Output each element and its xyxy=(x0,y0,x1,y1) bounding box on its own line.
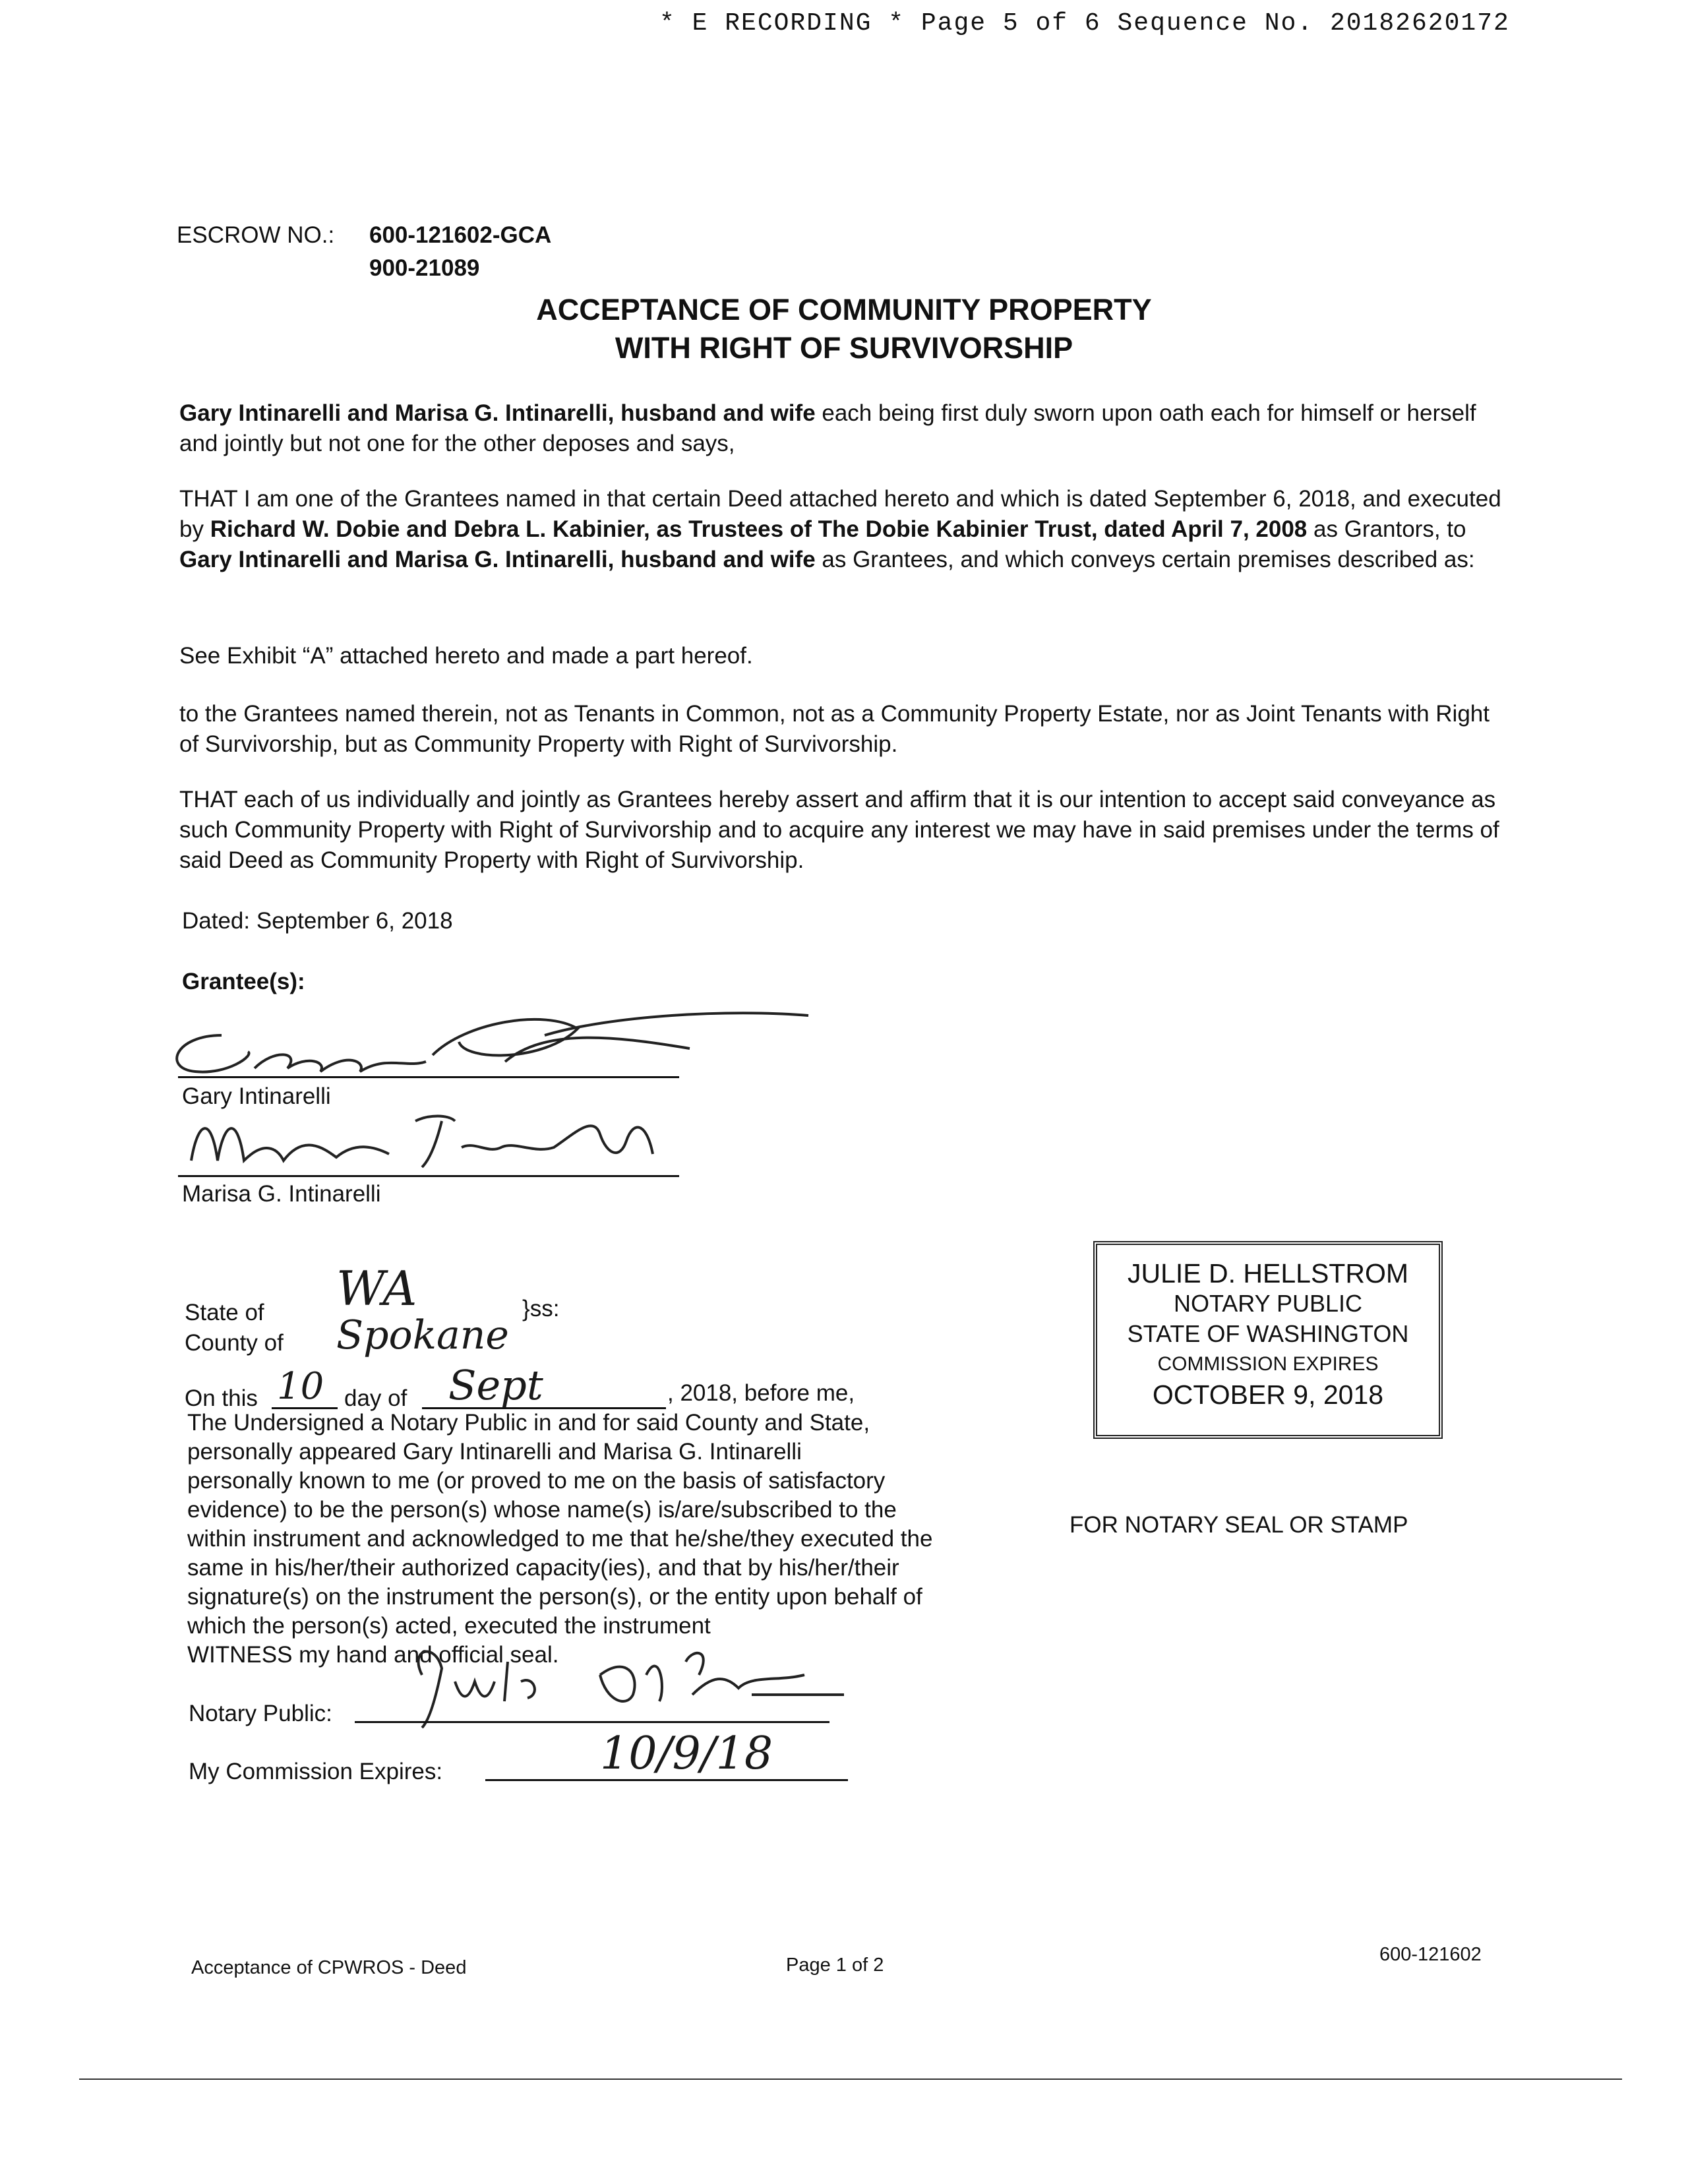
ack-line: signature(s) on the instrument the person(s), or the entity upon behalf of xyxy=(187,1584,922,1610)
footer-right: 600-121602 xyxy=(1379,1944,1482,1965)
recording-header: * E RECORDING * Page 5 of 6 Sequence No. 20182620172 xyxy=(659,9,1510,38)
grantors-names: Richard W. Dobie and Debra L. Kabinier, as Trustees of The Dobie Kabinier Trust, dated April 7, 2008 xyxy=(210,516,1308,542)
notary-stamp xyxy=(1093,1241,1443,1439)
ack-line: personally appeared Gary Intinarelli and Marisa G. Intinarelli xyxy=(187,1439,802,1465)
day-of-label: day of xyxy=(344,1385,407,1411)
signature-marisa xyxy=(165,1095,692,1180)
paragraph-1 xyxy=(179,398,1505,459)
paragraph-2 xyxy=(179,484,1505,575)
state-handwritten: WA xyxy=(336,1261,417,1316)
grantees-names: Gary Intinarelli and Marisa G. Intinarelli, husband and wife xyxy=(179,400,816,426)
stamp-caption: FOR NOTARY SEAL OR STAMP xyxy=(1070,1512,1408,1538)
document-title-line1: ACCEPTANCE OF COMMUNITY PROPERTY xyxy=(536,293,1152,326)
ack-line: which the person(s) acted, executed the instrument xyxy=(187,1613,711,1639)
notary-signature-line xyxy=(355,1721,829,1723)
stamp-state: STATE OF WASHINGTON xyxy=(1127,1320,1409,1347)
paragraph-4: to the Grantees named therein, not as Tenants in Common, not as a Community Property Estate, nor as Joint Tenants with Right of Survivorship, but as Community Property with Right of Survivorship. xyxy=(179,701,1490,757)
escrow-number-1: 600-121602-GCA xyxy=(369,222,552,248)
footer-page: Page 1 of 2 xyxy=(786,1955,884,1976)
signature-line-1 xyxy=(178,1076,679,1078)
escrow-label: ESCROW NO.: xyxy=(177,222,335,248)
signer-2-name: Marisa G. Intinarelli xyxy=(182,1181,381,1207)
ss-bracket: }ss: xyxy=(522,1296,560,1321)
stamp-notary-name: JULIE D. HELLSTROM xyxy=(1127,1258,1409,1289)
grantees-names-2: Gary Intinarelli and Marisa G. Intinarelli, husband and wife xyxy=(179,547,816,572)
notary-signature xyxy=(382,1635,897,1734)
ack-line: same in his/her/their authorized capacity(ies), and that by his/her/their xyxy=(187,1555,899,1581)
county-handwritten: Spokane xyxy=(336,1312,509,1358)
month-handwritten: Sept xyxy=(448,1361,543,1409)
ack-line: within instrument and acknowledged to me that he/she/they executed the xyxy=(187,1526,933,1552)
signer-1-name: Gary Intinarelli xyxy=(182,1083,331,1109)
paragraph-5: THAT each of us individually and jointly as Grantees hereby assert and affirm that it is our intention to accept said conveyance as such Community Property with Right of Survivorship and to acquire any interest we may have in said premises under the terms of said Deed as Community Property with Right of Survivorship. xyxy=(179,787,1499,873)
document-title-line2: WITH RIGHT OF SURVIVORSHIP xyxy=(615,331,1073,365)
county-label: County of xyxy=(185,1330,284,1356)
stamp-commission-date: OCTOBER 9, 2018 xyxy=(1152,1380,1384,1410)
commission-handwritten: 10/9/18 xyxy=(600,1728,773,1780)
notary-acknowledgment xyxy=(187,1409,1044,1670)
stamp-title: NOTARY PUBLIC xyxy=(1173,1290,1363,1317)
commission-label: My Commission Expires: xyxy=(189,1759,443,1784)
escrow-number-2: 900-21089 xyxy=(369,255,480,281)
day-handwritten: 10 xyxy=(277,1365,324,1408)
dated-line: Dated: September 6, 2018 xyxy=(182,908,453,934)
paragraph-2-text-c: as Grantees, and which conveys certain premises described as: xyxy=(815,547,1475,572)
notary-public-label: Notary Public: xyxy=(189,1701,332,1726)
on-this-label: On this xyxy=(185,1385,258,1411)
commission-underline xyxy=(485,1779,848,1781)
state-label: State of xyxy=(185,1300,264,1325)
ack-line: The Undersigned a Notary Public in and for said County and State, xyxy=(187,1410,870,1436)
stamp-commission-label: COMMISSION EXPIRES xyxy=(1157,1353,1379,1375)
paragraph-3: See Exhibit “A” attached hereto and made a part hereof. xyxy=(179,643,753,669)
year-text: , 2018, before me, xyxy=(667,1380,855,1406)
bottom-rule xyxy=(79,2078,1622,2080)
footer-left: Acceptance of CPWROS - Deed xyxy=(191,1957,467,1978)
signature-gary xyxy=(149,989,822,1088)
ack-line: WITNESS my hand and official seal. xyxy=(187,1642,559,1668)
paragraph-2-text-b: as Grantors, to xyxy=(1307,516,1466,542)
grantees-label: Grantee(s): xyxy=(182,969,305,994)
ack-line: personally known to me (or proved to me on the basis of satisfactory xyxy=(187,1468,886,1494)
paragraph-1-text: each being first duly sworn upon oath each for himself or herself and jointly but not one for the other deposes and says, xyxy=(179,400,1476,456)
paragraph-2-text-a: THAT I am one of the Grantees named in that certain Deed attached hereto and which is dated September 6, 2018, and executed by xyxy=(179,486,1501,542)
signature-line-2 xyxy=(178,1175,679,1177)
ack-line: evidence) to be the person(s) whose name(s) is/are/subscribed to the xyxy=(187,1497,897,1523)
